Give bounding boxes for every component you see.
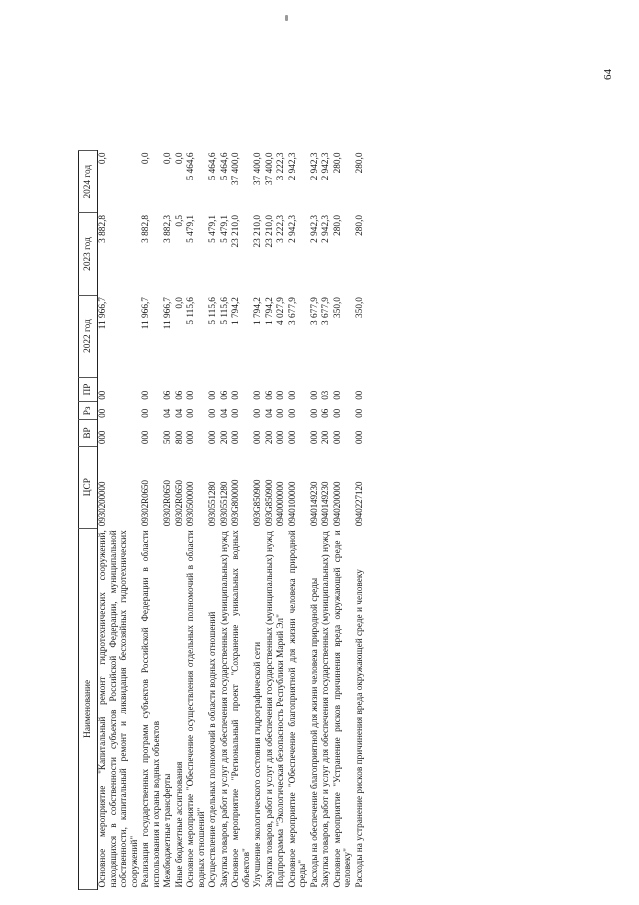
row-pr: 00 [332, 390, 343, 400]
row-2023: 5 479,1 [219, 214, 230, 243]
row-vr: 200 [321, 430, 331, 445]
table-row [321, 151, 333, 890]
header-rz: Рз [79, 402, 98, 420]
row-2024: 3 222,3 [276, 152, 286, 181]
row-rz: 00 [253, 408, 263, 418]
header-2024: 2024 год [79, 151, 98, 213]
row-name: Реализация государственных программ субъектов Российской Федерации в области использования и охраны водных объектов [141, 530, 162, 888]
row-pr: 00 [253, 390, 263, 400]
row-name: Основное мероприятие "Региональный проект "Сохранение уникальных водных объектов" [231, 530, 252, 888]
row-pr: 00 [186, 390, 196, 400]
row-pr: 06 [174, 390, 185, 400]
row-2022: 1 794,2 [264, 297, 275, 325]
row-name: Основное мероприятие "Капитальный ремонт гидротехнических сооружений, находящихся в собственности субъектов Российской Федерации, муниципальной собственности, капитальный ремонт и ликвидация бесхозяйных гидротехнических сооружений" [98, 530, 140, 888]
row-2024: 0,0 [174, 152, 185, 165]
row-csr: 09302R0650 [141, 480, 151, 527]
row-name: Подпрограмма "Экологическая безопасность Республики Марий Эл" [276, 614, 286, 888]
row-name: Улучшение экологического состояния гидрографической сети [253, 641, 263, 888]
row-rz: 00 [231, 408, 241, 418]
row-name: Закупка товаров, работ и услуг для обеспечения государственных (муниципальных) нужд [219, 531, 230, 888]
row-2023: 2 942,3 [287, 214, 298, 243]
row-rz: 00 [276, 408, 286, 418]
table-row [175, 151, 187, 890]
row-2024: 5 464,6 [208, 152, 218, 181]
row-name: Расходы на обеспечение благоприятной для жизни человека природной среды [309, 577, 320, 888]
row-2022: 350,0 [354, 297, 365, 318]
table-row [276, 151, 288, 890]
row-rz: 00 [98, 408, 108, 418]
table-row [253, 151, 265, 890]
header-2023: 2023 год [79, 213, 98, 295]
rotated-table-wrapper [78, 150, 554, 890]
row-vr: 000 [186, 430, 196, 445]
row-rz: 00 [354, 408, 365, 418]
row-2022: 0,0 [174, 297, 185, 309]
row-2024: 2 942,3 [309, 152, 320, 181]
row-2022: 350,0 [332, 297, 343, 318]
row-csr: 0940149230 [321, 481, 331, 527]
row-pr: 00 [98, 390, 108, 400]
row-2022: 3 677,9 [321, 297, 331, 325]
row-2023: 23 210,0 [264, 214, 275, 248]
row-pr: 06 [163, 390, 173, 400]
row-csr: 093G850900 [253, 479, 263, 527]
row-2022: 11 966,7 [98, 297, 108, 330]
row-2022: 4 027,9 [276, 297, 286, 325]
row-csr: 0930551280 [208, 481, 218, 527]
row-rz: 06 [321, 408, 331, 418]
row-csr: 0930500000 [186, 481, 196, 527]
row-name: Закупка товаров, работ и услуг для обеспечения государственных (муниципальных) нужд [264, 531, 275, 888]
row-vr: 000 [309, 430, 320, 445]
row-vr: 200 [264, 430, 275, 445]
row-pr: 00 [141, 390, 151, 400]
row-rz: 04 [264, 408, 275, 418]
row-vr: 000 [332, 430, 343, 445]
row-2023: 3 882,3 [163, 214, 173, 243]
header-name: Наименование [79, 528, 98, 889]
row-vr: 000 [287, 430, 298, 445]
row-pr: 00 [231, 390, 241, 400]
row-rz: 00 [141, 408, 151, 418]
row-vr: 000 [276, 430, 286, 445]
row-csr: 0940149230 [309, 481, 320, 527]
row-csr: 09302R0650 [174, 480, 185, 527]
table-row [186, 151, 208, 890]
row-2023: 23 210,0 [253, 214, 263, 248]
row-rz: 00 [208, 408, 218, 418]
row-vr: 200 [219, 430, 230, 445]
table-header-row [79, 151, 98, 890]
header-pr: ПР [79, 377, 98, 402]
row-pr: 06 [219, 390, 230, 400]
row-csr: 0940100000 [287, 481, 298, 527]
row-rz: 04 [174, 408, 185, 418]
row-2023: 5 479,1 [186, 214, 196, 243]
row-vr: 000 [354, 430, 365, 445]
row-name: Иные бюджетные ассигнования [174, 761, 185, 888]
table-row [141, 151, 163, 890]
row-csr: 0930200000 [98, 481, 108, 527]
row-rz: 04 [219, 408, 230, 418]
row-vr: 000 [141, 430, 151, 445]
row-2024: 2 942,3 [287, 152, 298, 181]
row-vr: 000 [208, 430, 218, 445]
row-pr: 03 [321, 390, 331, 400]
header-csr: ЦСР [79, 446, 98, 528]
table-row [220, 151, 232, 890]
row-csr: 093G800000 [231, 479, 241, 527]
row-rz: 00 [287, 408, 298, 418]
row-2022: 11 966,7 [141, 297, 151, 330]
row-2022: 5 115,6 [219, 297, 230, 325]
page-number: 64 [602, 69, 614, 80]
row-2024: 5 464,6 [186, 152, 196, 181]
row-2023: 280,0 [354, 214, 365, 236]
row-rz: 00 [186, 408, 196, 418]
row-2024: 37 400,0 [264, 152, 275, 186]
table-row [333, 151, 355, 890]
row-2022: 1 794,2 [231, 297, 241, 325]
row-2023: 3 882,8 [98, 214, 108, 243]
row-2024: 0,0 [98, 152, 108, 165]
row-2023: 0,5 [174, 214, 185, 227]
row-2024: 280,0 [332, 152, 343, 174]
row-csr: 0940200000 [332, 481, 343, 527]
row-2024: 37 400,0 [231, 152, 241, 186]
header-2022: 2022 год [79, 295, 98, 377]
table-row [163, 151, 175, 890]
row-2024: 2 942,3 [321, 152, 331, 181]
row-csr: 0930551280 [219, 481, 230, 527]
table-row [288, 151, 310, 890]
row-2024: 37 400,0 [253, 152, 263, 186]
row-2022: 3 677,9 [287, 297, 298, 325]
row-vr: 000 [253, 430, 263, 445]
row-csr: 0940227120 [354, 481, 365, 527]
row-vr: 800 [174, 430, 185, 445]
row-csr: 093G850900 [264, 479, 275, 527]
row-name: Основное мероприятие "Обеспечение осуществления отдельных полномочий в области водных отношений" [186, 530, 207, 888]
row-2023: 5 479,1 [208, 214, 218, 243]
row-2023: 2 942,3 [309, 214, 320, 243]
row-name: Расходы на устранение рисков причинения вреда окружающей среде и человеку [354, 569, 365, 888]
row-2022: 1 794,2 [253, 297, 263, 325]
row-2023: 23 210,0 [231, 214, 241, 248]
row-2023: 2 942,3 [321, 214, 331, 243]
header-vr: ВР [79, 420, 98, 446]
row-pr: 00 [354, 390, 365, 400]
row-2023: 3 882,8 [141, 214, 151, 243]
row-name: Осуществление отдельных полномочий в области водных отношений [208, 611, 218, 888]
row-pr: 00 [287, 390, 298, 400]
row-2022: 11 966,7 [163, 297, 173, 330]
table-row [310, 151, 322, 890]
row-vr: 000 [231, 430, 241, 445]
row-rz: 04 [163, 408, 173, 418]
table-row [265, 151, 277, 890]
row-2024: 5 464,6 [219, 152, 230, 181]
row-2024: 0,0 [141, 152, 151, 165]
row-2022: 5 115,6 [208, 297, 218, 325]
table-row [355, 151, 367, 890]
row-2024: 280,0 [354, 152, 365, 174]
row-pr: 00 [309, 390, 320, 400]
row-2022: 3 677,9 [309, 297, 320, 325]
row-vr: 500 [163, 430, 173, 445]
table-row [208, 151, 220, 890]
row-2024: 0,0 [163, 152, 173, 165]
row-name: Закупка товаров, работ и услуг для обеспечения государственных (муниципальных) нужд [321, 531, 331, 888]
row-name: Основное мероприятие "Обеспечение благоприятной для жизни человека природной среды" [287, 530, 308, 888]
row-2023: 3 222,3 [276, 214, 286, 243]
row-pr: 06 [264, 390, 275, 400]
row-2023: 280,0 [332, 214, 343, 236]
row-vr: 000 [98, 430, 108, 445]
row-rz: 00 [332, 408, 343, 418]
row-name: Основное мероприятие "Устранение рисков причинения вреда окружающей среде и человеку" [332, 530, 353, 888]
scan-speck [285, 15, 288, 21]
table-row [231, 151, 253, 890]
row-csr: 0940000000 [276, 481, 286, 527]
row-name: Межбюджетные трансферты [163, 773, 173, 888]
row-2022: 5 115,6 [186, 297, 196, 325]
table-row [98, 151, 142, 890]
budget-table [78, 150, 366, 890]
row-pr: 00 [208, 390, 218, 400]
row-rz: 00 [309, 408, 320, 418]
row-pr: 00 [276, 390, 286, 400]
row-csr: 09302R0650 [163, 480, 173, 527]
